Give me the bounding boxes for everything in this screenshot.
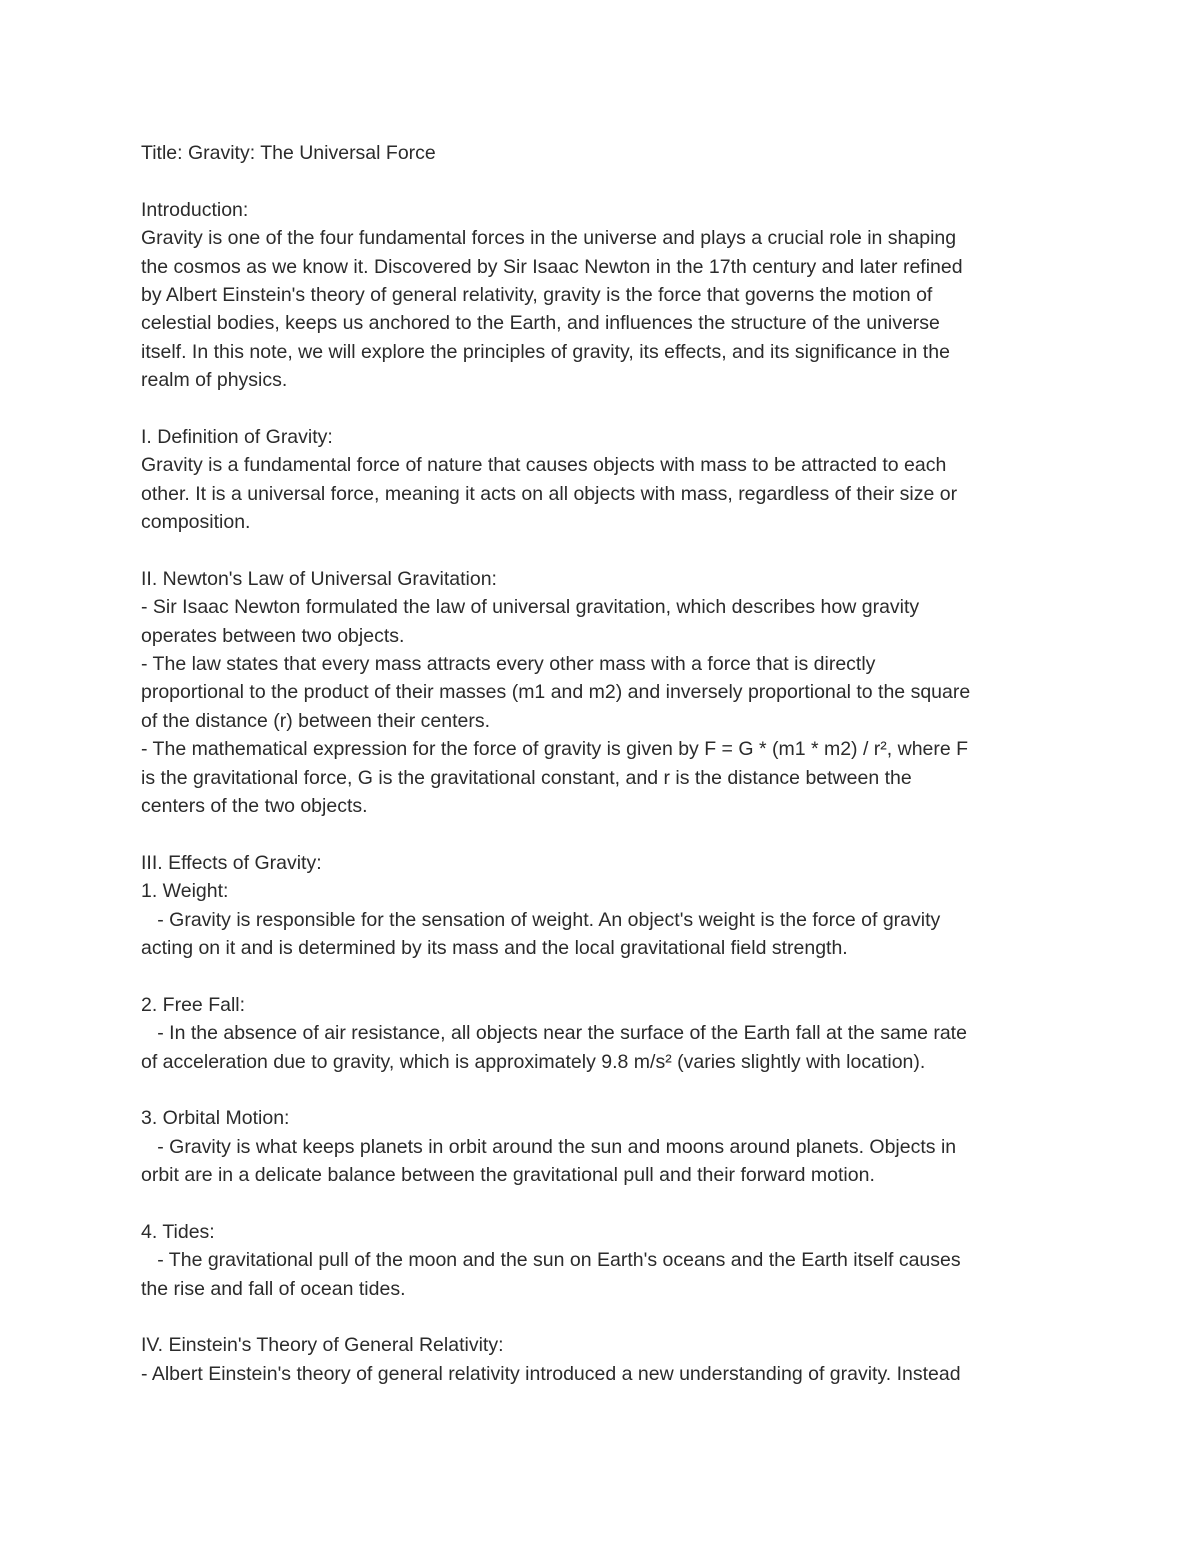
effect-label-orbital-motion: 3. Orbital Motion: (141, 1107, 290, 1130)
newton-line: operates between two objects. (141, 624, 405, 647)
spacer (141, 820, 1071, 848)
intro-line: celestial bodies, keeps us anchored to the Earth, and influences the structure of the universe (141, 312, 940, 335)
spacer (141, 167, 1071, 195)
spacer (141, 962, 1071, 990)
section-heading-newton: II. Newton's Law of Universal Gravitation: (141, 567, 497, 590)
newton-line: - The law states that every mass attracts every other mass with a force that is directly (141, 653, 876, 676)
newton-line: of the distance (r) between their centers. (141, 709, 491, 732)
document-title: Title: Gravity: The Universal Force (141, 142, 436, 164)
spacer (141, 1076, 1071, 1104)
spacer (141, 536, 1071, 564)
effect-label-tides: 4. Tides: (141, 1220, 215, 1243)
section-heading-definition: I. Definition of Gravity: (141, 425, 333, 448)
newton-line: - The mathematical expression for the force of gravity is given by F = G * (m1 * m2) / r², where F (141, 738, 969, 761)
section-heading-einstein: IV. Einstein's Theory of General Relativity: (141, 1334, 504, 1357)
intro-line: the cosmos as we know it. Discovered by Sir Isaac Newton in the 17th century and later refined (141, 255, 963, 278)
intro-heading: Introduction: (141, 198, 249, 221)
einstein-line: - Albert Einstein's theory of general relativity introduced a new understanding of gravity. Instead (141, 1362, 961, 1385)
newton-line: is the gravitational force, G is the gravitational constant, and r is the distance between the (141, 766, 912, 789)
spacer (141, 1189, 1071, 1217)
section-heading-effects: III. Effects of Gravity: (141, 851, 322, 874)
intro-line: by Albert Einstein's theory of general relativity, gravity is the force that governs the motion of (141, 283, 933, 306)
effect-line: - The gravitational pull of the moon and the sun on Earth's oceans and the Earth itself causes (141, 1249, 961, 1272)
spacer (141, 395, 1071, 423)
effect-line: - Gravity is what keeps planets in orbit around the sun and moons around planets. Objects in (141, 1135, 957, 1158)
definition-line: Gravity is a fundamental force of nature that causes objects with mass to be attracted to each (141, 454, 947, 477)
effect-line: - In the absence of air resistance, all objects near the surface of the Earth fall at the same rate (141, 1022, 967, 1045)
effect-label-free-fall: 2. Free Fall: (141, 993, 246, 1016)
spacer (141, 1303, 1071, 1331)
effect-line: orbit are in a delicate balance between the gravitational pull and their forward motion. (141, 1164, 875, 1187)
newton-line: proportional to the product of their masses (m1 and m2) and inversely proportional to the square (141, 681, 971, 704)
document-body (141, 139, 1071, 1388)
newton-line: centers of the two objects. (141, 794, 368, 817)
definition-line: composition. (141, 511, 251, 534)
effect-label-weight: 1. Weight: (141, 880, 229, 903)
intro-line: realm of physics. (141, 369, 288, 392)
effect-line: of acceleration due to gravity, which is approximately 9.8 m/s² (varies slightly with location). (141, 1050, 926, 1073)
effect-line: acting on it and is determined by its mass and the local gravitational field strength. (141, 936, 848, 959)
definition-line: other. It is a universal force, meaning it acts on all objects with mass, regardless of their size or (141, 482, 958, 505)
effect-line: - Gravity is responsible for the sensation of weight. An object's weight is the force of gravity (141, 908, 941, 931)
newton-line: - Sir Isaac Newton formulated the law of universal gravitation, which describes how gravity (141, 596, 920, 619)
intro-line: Gravity is one of the four fundamental forces in the universe and plays a crucial role in shaping (141, 227, 957, 250)
effect-line: the rise and fall of ocean tides. (141, 1277, 406, 1300)
intro-line: itself. In this note, we will explore the principles of gravity, its effects, and its significance in the (141, 340, 950, 363)
